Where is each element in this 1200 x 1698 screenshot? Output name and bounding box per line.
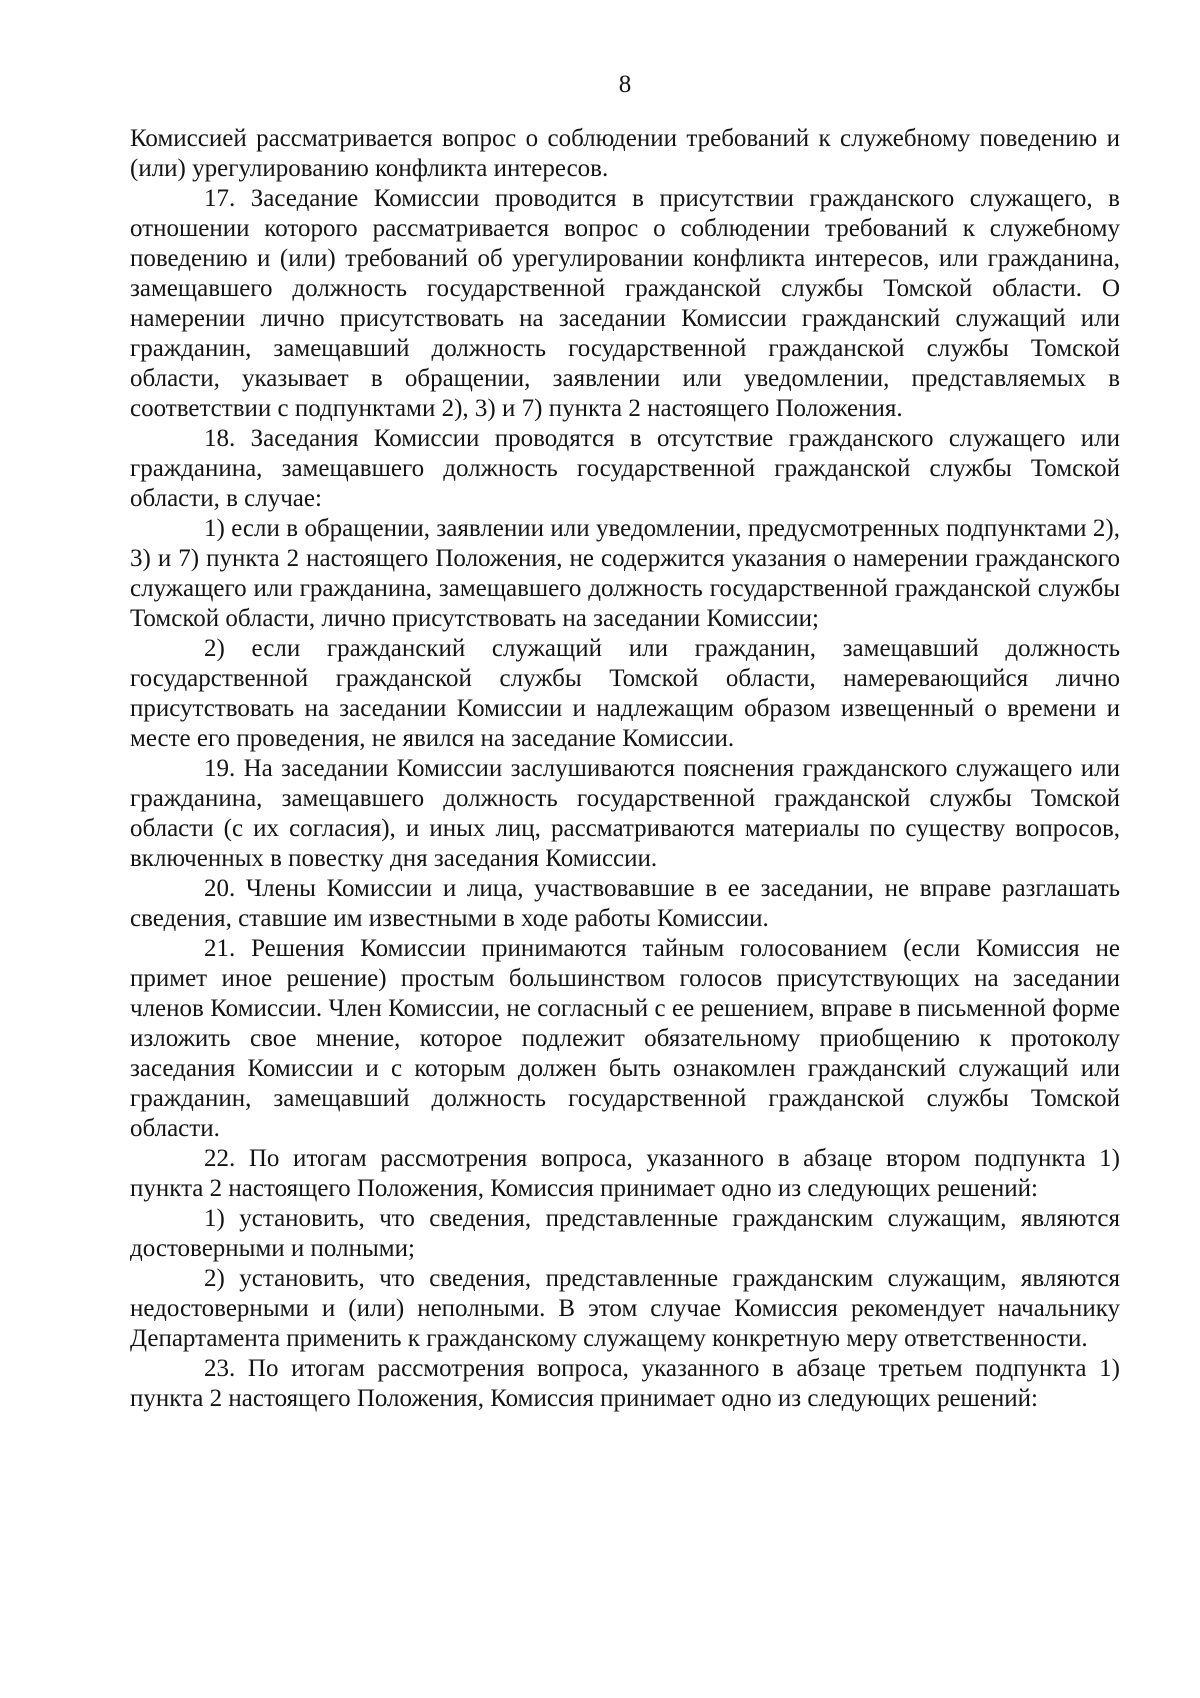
paragraph-21: 21. Решения Комиссии принимаются тайным голосованием (если Комиссия не примет иное решение) простым большинством голосов присутствующих на заседании членов Комиссии. Член Комиссии, не согласный с ее решением, вправе в письменной форме изложить свое мнение, которое подлежит обязательному приобщению к протоколу заседания Комиссии и с которым должен быть ознакомлен гражданский служащий или гражданин, замещавший должность государственной гражданской службы Томской области. — [130, 935, 1120, 1142]
paragraph-22: 22. По итогам рассмотрения вопроса, указанного в абзаце втором подпункта 1) пункта 2 настоящего Положения, Комиссия принимает одно из следующих решений: — [130, 1145, 1120, 1202]
document-body — [130, 124, 1120, 1414]
paragraph-22-item-2: 2) установить, что сведения, представленные гражданским служащим, являются недостоверными и (или) неполными. В этом случае Комиссия рекомендует начальнику Департамента применить к гражданскому служащему конкретную меру ответственности. — [130, 1265, 1120, 1352]
paragraph-20: 20. Члены Комиссии и лица, участвовавшие в ее заседании, не вправе разглашать сведения, ставшие им известными в ходе работы Комиссии. — [130, 875, 1120, 932]
page-number: 8 — [618, 71, 632, 98]
paragraph-18-item-1: 1) если в обращении, заявлении или уведомлении, предусмотренных подпунктами 2), 3) и 7) пункта 2 настоящего Положения, не содержится указания о намерении гражданского служащего или гражданина, замещавшего должность государственной гражданской службы Томской области, лично присутствовать на заседании Комиссии; — [130, 515, 1120, 632]
paragraph-19: 19. На заседании Комиссии заслушиваются пояснения гражданского служащего или гражданина, замещавшего должность государственной гражданской службы Томской области (с их согласия), и иных лиц, рассматриваются материалы по существу вопросов, включенных в повестку дня заседания Комиссии. — [130, 755, 1120, 872]
paragraph-continuation: Комиссией рассматривается вопрос о соблюдении требований к служебному поведению и (или) урегулированию конфликта интересов. — [130, 125, 1120, 182]
paragraph-22-item-1: 1) установить, что сведения, представленные гражданским служащим, являются достоверными и полными; — [130, 1205, 1120, 1262]
paragraph-18-item-2: 2) если гражданский служащий или гражданин, замещавший должность государственной гражданской службы Томской области, намеревающийся лично присутствовать на заседании Комиссии и надлежащим образом извещенный о времени и месте его проведения, не явился на заседание Комиссии. — [130, 635, 1120, 752]
paragraph-18: 18. Заседания Комиссии проводятся в отсутствие гражданского служащего или гражданина, замещавшего должность государственной гражданской службы Томской области, в случае: — [130, 425, 1120, 512]
paragraph-23: 23. По итогам рассмотрения вопроса, указанного в абзаце третьем подпункта 1) пункта 2 настоящего Положения, Комиссия принимает одно из следующих решений: — [130, 1355, 1120, 1412]
paragraph-17: 17. Заседание Комиссии проводится в присутствии гражданского служащего, в отношении которого рассматривается вопрос о соблюдении требований к служебному поведению и (или) требований об урегулировании конфликта интересов, или гражданина, замещавшего должность государственной гражданской службы Томской области. О намерении лично присутствовать на заседании Комиссии гражданский служащий или гражданин, замещавший должность государственной гражданской службы Томской области, указывает в обращении, заявлении или уведомлении, представляемых в соответствии с подпунктами 2), 3) и 7) пункта 2 настоящего Положения. — [130, 185, 1120, 422]
